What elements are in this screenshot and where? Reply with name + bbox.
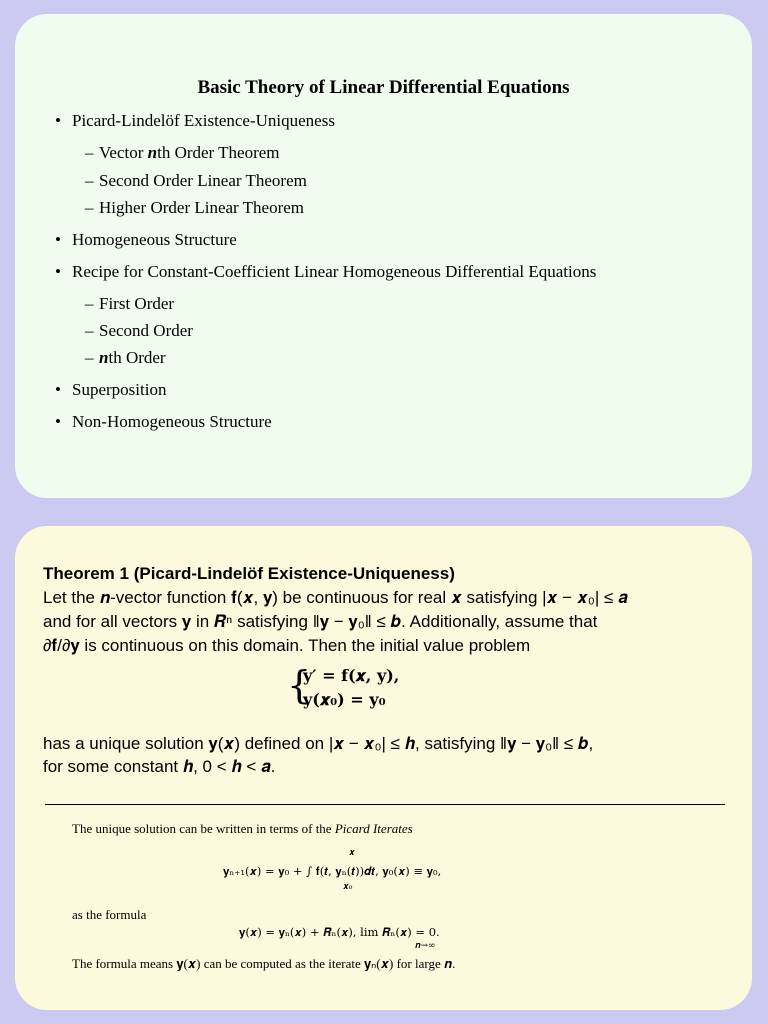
note-intro: The unique solution can be written in terms of the Picard Iterates [72, 821, 413, 836]
divider [45, 804, 725, 805]
outline-subitem: – Vector nth Order Theorem [85, 143, 280, 162]
outline-item: • Recipe for Constant-Coefficient Linear Homogeneous Differential Equations [55, 262, 597, 281]
outline-item: • Superposition [55, 380, 167, 399]
formula-equation: 𝐲(𝒙) = 𝐲ₙ(𝒙) + 𝑹ₙ(𝒙), lim 𝑹ₙ(𝒙) = 0. [239, 925, 440, 939]
theorem-line: and for all vectors 𝐲 in 𝑹ⁿ satisfying ‖𝐲 − 𝐲₀‖ ≤ 𝒃. Additionally, assume that [43, 612, 598, 631]
theorem-line: Let the 𝒏-vector function 𝐟(𝒙, 𝐲) be continuous for real 𝒙 satisfying |𝒙 − 𝒙₀| ≤ 𝒂 [43, 588, 628, 607]
dash-icon: – [85, 143, 94, 162]
brace-icon: { [287, 663, 312, 707]
dash-icon: – [85, 348, 94, 367]
outline-item: • Homogeneous Structure [55, 230, 237, 249]
outline-subitem: – nth Order [85, 348, 166, 367]
integral-upper-limit: 𝒙 [349, 848, 355, 858]
dash-icon: – [85, 171, 94, 190]
theorem-line: has a unique solution 𝐲(𝒙) defined on |𝒙 − 𝒙₀| ≤ 𝒉, satisfying ‖𝐲 − 𝐲₀‖ ≤ 𝒃, [43, 734, 594, 753]
dash-icon: – [85, 294, 94, 313]
outline-subitem: – Second Order [85, 321, 193, 340]
outline-item: • Non-Homogeneous Structure [55, 412, 272, 431]
note-closing: The formula means 𝐲(𝒙) can be computed as the iterate 𝐲ₙ(𝒙) for large 𝒏. [72, 956, 456, 971]
outline-subitem: – First Order [85, 294, 175, 313]
bullet-icon: • [55, 111, 61, 130]
note-as-formula: as the formula [72, 907, 147, 922]
bullet-icon: • [55, 230, 61, 249]
bullet-icon: • [55, 380, 61, 399]
bullet-icon: • [55, 262, 61, 281]
outline-title: Basic Theory of Linear Differential Equations [197, 77, 570, 98]
theorem-heading: Theorem 1 (Picard-Lindelöf Existence-Uniqueness) [43, 564, 455, 583]
outline-subitem: – Second Order Linear Theorem [85, 171, 307, 190]
theorem-line: ∂𝐟/∂𝐲 is continuous on this domain. Then the initial value problem [43, 636, 531, 655]
theorem-card [15, 526, 752, 1010]
theorem-line: for some constant 𝒉, 0 < 𝒉 < 𝒂. [43, 757, 276, 776]
system-equation: 𝐲′ = 𝐟(𝒙, 𝐲), [303, 666, 400, 685]
dash-icon: – [85, 198, 94, 217]
dash-icon: – [85, 321, 94, 340]
bullet-icon: • [55, 412, 61, 431]
system-condition: 𝐲(𝒙₀) = 𝐲₀ [303, 690, 386, 709]
outline-card [15, 14, 752, 498]
limit-subscript: 𝒏→∞ [415, 941, 436, 951]
integral-lower-limit: 𝒙₀ [343, 882, 353, 892]
picard-iterate-equation: 𝐲ₙ₊₁(𝒙) = 𝐲₀ + ∫ 𝐟(𝒕, 𝐲ₙ(𝒕))𝒅𝒕, 𝐲₀(𝒙) ≡ 𝐲₀, [223, 864, 442, 878]
outline-item: • Picard-Lindelöf Existence-Uniqueness [55, 111, 335, 130]
outline-subitem: – Higher Order Linear Theorem [85, 198, 305, 217]
